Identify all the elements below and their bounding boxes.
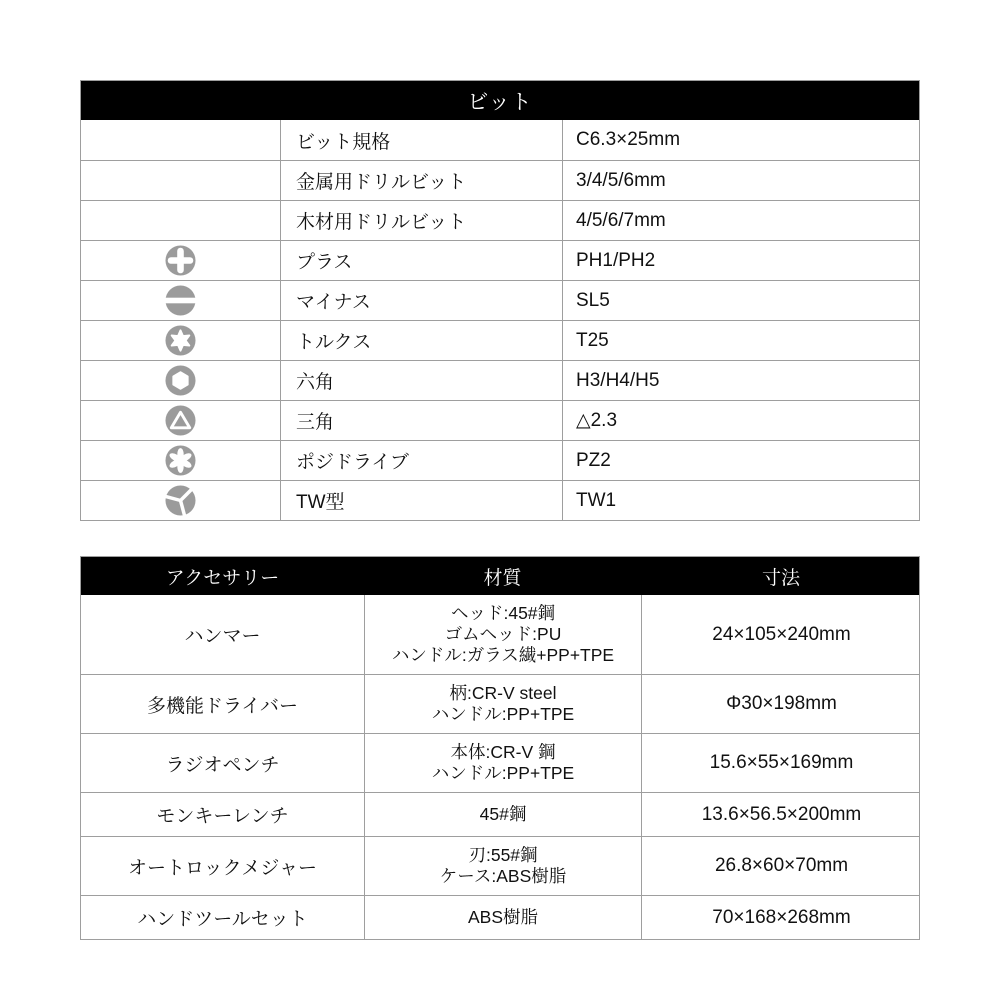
bit-icon-cell: [81, 161, 280, 200]
material-line: ハンドル:PP+TPE: [431, 704, 575, 724]
bit-type-label: プラス: [280, 241, 562, 280]
bits-table-row: [81, 400, 919, 440]
bit-spec-value: C6.3×25mm: [562, 120, 920, 160]
bit-type-label: マイナス: [280, 281, 562, 320]
bit-spec-value: T25: [562, 321, 920, 360]
material-line: ABS樹脂: [467, 907, 539, 927]
bit-icon-cell: [81, 281, 280, 320]
accessory-name: ハンドツールセット: [137, 909, 308, 930]
accessory-row: [81, 733, 919, 792]
bit-type-label: 六角: [280, 361, 562, 400]
bit-type-label: 三角: [280, 401, 562, 440]
accessory-material: [364, 675, 641, 733]
accessory-dimensions: 15.6×55×169mm: [641, 734, 921, 792]
bit-icon-cell: [81, 361, 280, 400]
accessories-table-header: [81, 557, 919, 595]
accessory-dimensions: Φ30×198mm: [641, 675, 921, 733]
material-line: ケース:ABS樹脂: [439, 866, 567, 886]
torx-icon: [165, 325, 196, 356]
bit-type-label: 木材用ドリルビット: [280, 201, 562, 240]
accessory-material: [364, 793, 641, 836]
bits-table-row: [81, 200, 919, 240]
bit-icon-cell: [81, 441, 280, 480]
bits-table-row: [81, 280, 919, 320]
accessories-table-body: [81, 595, 919, 939]
accessories-column-header: アクセサリー: [165, 567, 280, 589]
bit-icon-cell: [81, 201, 280, 240]
tri-wing-icon: [165, 485, 196, 516]
bit-icon-cell: [81, 241, 280, 280]
material-line: ハンドル:ガラス繊+PP+TPE: [391, 645, 615, 665]
bit-type-label: ビット規格: [280, 120, 562, 160]
bit-spec-value: PZ2: [562, 441, 920, 480]
bit-spec-value: H3/H4/H5: [562, 361, 920, 400]
phillips-icon: [165, 245, 196, 276]
accessory-name: ハンマー: [184, 626, 261, 647]
bit-type-label: ポジドライブ: [280, 441, 562, 480]
bits-table-header: [81, 81, 919, 120]
accessory-name: モンキーレンチ: [156, 806, 289, 827]
bit-spec-value: SL5: [562, 281, 920, 320]
bit-spec-value: TW1: [562, 481, 920, 520]
bit-spec-value: PH1/PH2: [562, 241, 920, 280]
material-line: 45#鋼: [479, 804, 527, 824]
bits-table-row: [81, 320, 919, 360]
accessory-material: [364, 896, 641, 939]
pozidriv-icon: [165, 445, 196, 476]
accessory-row: [81, 674, 919, 733]
bits-table-row: [81, 440, 919, 480]
bit-type-label: 金属用ドリルビット: [280, 161, 562, 200]
accessory-dimensions: 26.8×60×70mm: [641, 837, 921, 895]
material-line: 本体:CR-V 鋼: [450, 742, 556, 762]
bits-table-title: ビット: [467, 90, 533, 114]
material-line: ハンドル:PP+TPE: [431, 763, 575, 783]
material-line: ヘッド:45#鋼: [450, 603, 556, 623]
bit-icon-cell: [81, 481, 280, 520]
bit-spec-value: △2.3: [562, 401, 920, 440]
accessory-row: [81, 836, 919, 895]
slotted-icon: [165, 285, 196, 316]
bit-icon-cell: [81, 120, 280, 160]
accessory-row: [81, 895, 919, 939]
bit-icon-cell: [81, 321, 280, 360]
bit-icon-cell: [81, 401, 280, 440]
bit-type-label: TW型: [280, 481, 562, 520]
material-line: 柄:CR-V steel: [449, 683, 557, 703]
bits-table-row: [81, 120, 919, 160]
accessory-name: ラジオペンチ: [165, 754, 280, 776]
accessory-material: [364, 837, 641, 895]
hex-icon: [165, 365, 196, 396]
bit-spec-value: 3/4/5/6mm: [562, 161, 920, 200]
accessory-material: [364, 595, 641, 674]
accessory-row: [81, 792, 919, 836]
accessory-dimensions: 70×168×268mm: [641, 896, 921, 939]
accessory-name: 多機能ドライバー: [146, 695, 299, 717]
bit-spec-value: 4/5/6/7mm: [562, 201, 920, 240]
bit-type-label: トルクス: [280, 321, 562, 360]
bits-table-row: [81, 480, 919, 520]
bits-table-row: [81, 360, 919, 400]
material-line: ゴムヘッド:PU: [444, 624, 562, 644]
material-line: 刃:55#鋼: [468, 845, 538, 865]
bits-table-row: [81, 160, 919, 200]
dimensions-column-header: 寸法: [761, 567, 800, 589]
accessory-dimensions: 13.6×56.5×200mm: [641, 793, 921, 836]
bits-table-row: [81, 240, 919, 280]
accessory-row: [81, 595, 919, 674]
accessories-table: [80, 556, 920, 940]
accessory-dimensions: 24×105×240mm: [641, 595, 921, 674]
accessory-name: オートロックメジャー: [127, 857, 318, 879]
bits-table: [80, 80, 920, 521]
accessory-material: [364, 734, 641, 792]
material-column-header: 材質: [483, 567, 522, 589]
bits-table-body: [81, 120, 919, 520]
triangle-icon: [165, 405, 196, 436]
